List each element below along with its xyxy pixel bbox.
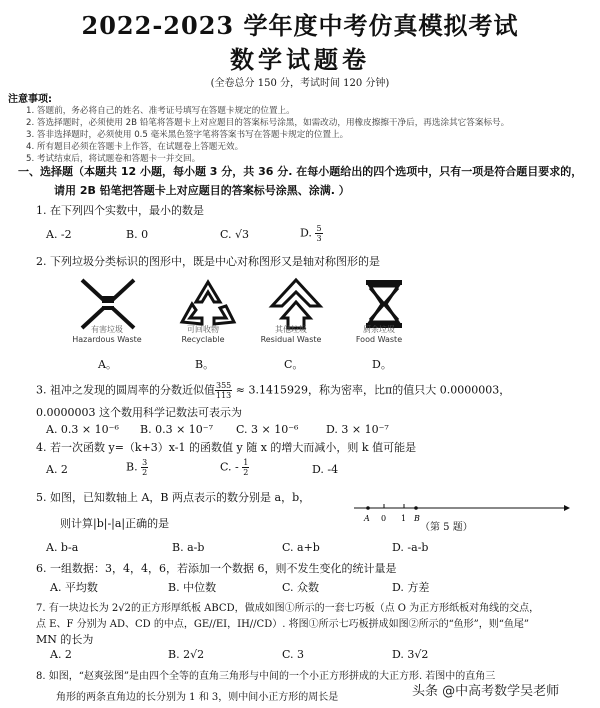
notice-heading: 注意事项:: [8, 94, 52, 105]
question-7-stem-cont: MN 的长为: [36, 633, 94, 646]
icon-caption-cn: 其他垃圾: [275, 325, 307, 334]
q5-option-a: A. b-a: [46, 541, 79, 554]
question-3-stem: [36, 381, 510, 400]
q6-option-d: D. 方差: [392, 581, 430, 594]
watermark: 头条 @中高考数学吴老师: [412, 684, 560, 699]
question-5-stem-cont: 则计算|b|-|a|正确的是: [60, 517, 170, 530]
exam-subject-title: 数学试题卷: [230, 45, 370, 74]
fraction-numerator: 5: [316, 224, 322, 233]
q2-option-a: A。: [98, 358, 117, 371]
question-6-stem: 6. 一组数据：3，4，4，6，若添加一个数据 6，则不发生变化的统计量是: [36, 562, 397, 575]
axis-label: 0: [381, 514, 387, 523]
fraction-denominator: 113: [216, 391, 232, 400]
axis-label: 1: [401, 514, 407, 523]
exam-title: 2022-2023 学年度中考仿真模拟考试: [81, 11, 519, 40]
q5-option-c: C. a+b: [282, 541, 320, 554]
notice-item: 1. 答题前，务必将自己的姓名、准考证号填写在答题卡规定的位置上。: [26, 106, 295, 116]
q6-option-b: B. 中位数: [168, 581, 217, 594]
fraction-numerator: 3: [142, 458, 148, 467]
q7-option-d: D. 3√2: [392, 648, 429, 661]
icon-caption-cn: 有害垃圾: [91, 325, 123, 334]
question-8-stem-cont: 角形的两条直角边的长分别为 1 和 3，则中间小正方形的周长是: [56, 692, 339, 703]
q1-option-c: C. √3: [220, 228, 250, 241]
q3-fraction: [215, 381, 232, 400]
q3-stem-part: ≈ 3.1415929，称为密率，比π的值只大 0.0000003，: [235, 383, 511, 397]
q4-fraction-c: [242, 458, 249, 477]
q5-option-b: B. a-b: [172, 541, 205, 554]
question-7-stem-cont: 点 E、F 分别为 AD、CD 的中点，GE//EI，IH//CD）. 将图①所示七巧板拼成如图②所示的“鱼形”，则“鱼尾”: [36, 619, 530, 630]
q1-option-d: [300, 224, 323, 243]
fraction-denominator: 2: [142, 468, 148, 477]
icon-caption-en: Recyclable: [181, 335, 225, 344]
q2-option-c: C。: [284, 358, 304, 371]
q6-option-c: C. 众数: [282, 581, 320, 594]
q4-fraction-b: [141, 458, 148, 477]
q2-option-d: D。: [372, 358, 392, 371]
question-3-stem-cont: 0.0000003 这个数用科学记数法可表示为: [36, 406, 242, 419]
question-5-stem: 5. 如图，已知数轴上 A，B 两点表示的数分别是 a，b，: [36, 491, 311, 504]
section-heading-cont: 请用 2B 铅笔把答题卡上对应题目的答案标号涂黑、涂满. ）: [54, 184, 350, 197]
fraction-numerator: 1: [243, 458, 249, 467]
q4-option-b: [126, 458, 148, 477]
icon-caption-en: Residual Waste: [260, 335, 322, 344]
notice-item: 4. 所有题目必须在答题卡上作答，在试题卷上答题无效。: [26, 142, 244, 152]
question-4-stem: 4. 若一次函数 y=（k+3）x-1 的函数值 y 随 x 的增大而减小，则 k 值可能是: [36, 441, 417, 454]
fraction-numerator: 355: [216, 381, 232, 390]
point-b: [414, 506, 418, 510]
q1-option-a: A. -2: [46, 228, 72, 241]
point-a: [366, 506, 370, 510]
question-8-stem: 8. 如图，“赵爽弦图”是由四个全等的直角三角形与中间的一个小正方形拼成的大正方形. 若图中的直角三: [36, 671, 496, 682]
q2-option-b: B。: [195, 358, 215, 371]
q6-option-a: A. 平均数: [50, 581, 98, 594]
q3-option-c: C. 3 × 10⁻⁶: [236, 423, 299, 436]
q3-option-b: B. 0.3 × 10⁻⁷: [140, 423, 213, 436]
axis-label: A: [364, 514, 370, 523]
exam-subtitle: (全卷总分 150 分，考试时间 120 分钟): [210, 78, 390, 89]
q3-option-d: D. 3 × 10⁻⁷: [326, 423, 389, 436]
question-2-stem: 2. 下列垃圾分类标识的图形中，既是中心对称图形又是轴对称图形的是: [36, 255, 380, 268]
icon-caption-en: Food Waste: [355, 335, 403, 344]
q3-stem-part: 3. 祖冲之发现的圆周率的分数近似值: [36, 383, 215, 397]
fraction-denominator: 2: [243, 468, 249, 477]
figure-caption: （第 5 题）: [420, 522, 473, 533]
q1-option-b: B. 0: [126, 228, 149, 241]
question-7-stem: 7. 有一块边长为 2√2的正方形厚纸板 ABCD，做成如图①所示的一套七巧板（点 O 为正方形纸板对角线的交点，: [36, 603, 540, 614]
q1-option-d-label: D.: [300, 226, 312, 240]
axis-label: B: [414, 514, 420, 523]
q3-option-a: A. 0.3 × 10⁻⁶: [46, 423, 119, 436]
q5-option-d: D. -a-b: [392, 541, 429, 554]
section-heading: 一、选择题（本题共 12 小题，每小题 3 分，共 36 分. 在每小题给出的四个选项中，只有一项是符合题目要求的，: [18, 165, 583, 178]
question-1-stem: 1. 在下列四个实数中，最小的数是: [36, 204, 204, 217]
icon-caption-cn: 厨余垃圾: [363, 325, 395, 334]
icon-caption-en: Hazardous Waste: [72, 335, 142, 344]
notice-item: 2. 答选择题时，必须使用 2B 铅笔将答题卡上对应题目的答案标号涂黑，如需改动，用橡皮擦擦干净后，再选涂其它答案标号。: [26, 118, 510, 128]
notice-item: 5. 考试结束后，将试题卷和答题卡一并交回。: [26, 154, 201, 164]
q7-option-b: B. 2√2: [168, 648, 205, 661]
q4-option-c-label: C. -: [220, 460, 239, 474]
q4-option-b-label: B.: [126, 460, 138, 474]
q4-option-a: A. 2: [46, 463, 68, 476]
q7-option-c: C. 3: [282, 648, 305, 661]
q7-option-a: A. 2: [50, 648, 72, 661]
q4-option-c: [220, 458, 249, 477]
notice-item: 3. 答非选择题时，必须使用 0.5 毫米黑色签字笔将答案书写在答题卡规定的位置上。: [26, 130, 349, 140]
fraction-denominator: 3: [316, 234, 322, 243]
icon-caption-cn: 可回收物: [187, 325, 219, 334]
q4-option-d: D. -4: [312, 463, 339, 476]
q1-fraction: [315, 224, 322, 243]
